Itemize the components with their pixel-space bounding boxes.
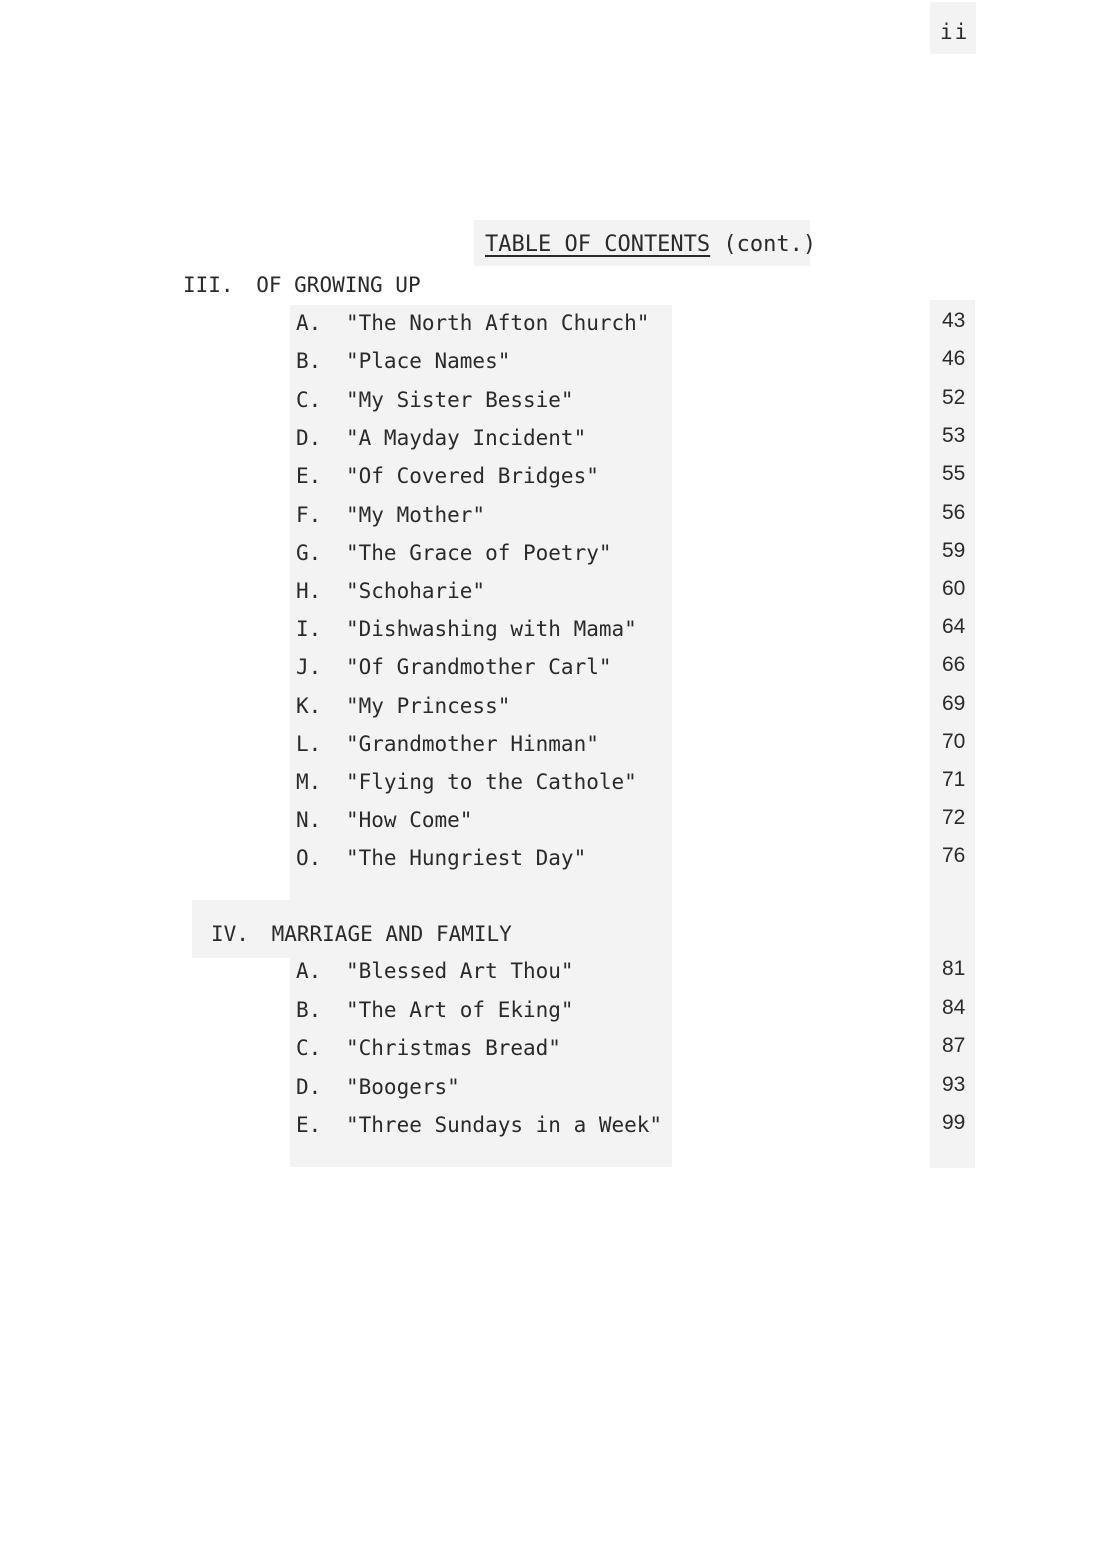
toc-entry[interactable]	[0, 1075, 1095, 1107]
entry-letter: E.	[296, 1113, 322, 1137]
toc-entry[interactable]	[0, 846, 1095, 878]
entry-title: "A Mayday Incident"	[346, 426, 587, 450]
entry-letter: D.	[296, 1075, 322, 1099]
entry-page: 72	[942, 806, 966, 829]
toc-title-suffix: (cont.)	[723, 232, 817, 257]
entry-page: 56	[942, 501, 966, 524]
toc-entry[interactable]	[0, 464, 1095, 496]
entry-letter: I.	[296, 617, 322, 641]
page-number: ii	[940, 20, 970, 44]
entry-letter: C.	[296, 1036, 322, 1060]
section-title: OF GROWING UP	[256, 273, 421, 297]
toc-entry[interactable]	[0, 503, 1095, 535]
entry-title: "Of Covered Bridges"	[346, 464, 599, 488]
toc-entry[interactable]	[0, 655, 1095, 687]
entry-letter: A.	[296, 311, 322, 335]
entry-page: 59	[942, 539, 966, 562]
entry-page: 46	[942, 347, 966, 370]
entry-title: "Boogers"	[346, 1075, 460, 1099]
entry-page: 52	[942, 386, 966, 409]
entry-page: 76	[942, 844, 966, 867]
toc-entry[interactable]	[0, 694, 1095, 726]
section-heading-iv	[211, 922, 512, 946]
toc-entry[interactable]	[0, 426, 1095, 458]
entry-letter: K.	[296, 694, 322, 718]
entry-page: 69	[942, 692, 966, 715]
entry-title: "How Come"	[346, 808, 473, 832]
section-title: MARRIAGE AND FAMILY	[271, 922, 512, 946]
toc-entry[interactable]	[0, 349, 1095, 381]
toc-entry[interactable]	[0, 388, 1095, 420]
entry-page: 43	[942, 309, 966, 332]
entry-title: "Of Grandmother Carl"	[346, 655, 612, 679]
entry-page: 81	[942, 957, 966, 980]
entry-title: "My Mother"	[346, 503, 486, 527]
toc-entry[interactable]	[0, 732, 1095, 764]
entry-letter: B.	[296, 349, 322, 373]
toc-title: TABLE OF CONTENTS	[485, 232, 711, 257]
entry-page: 84	[942, 996, 966, 1019]
section-numeral: IV.	[211, 922, 249, 946]
entry-letter: F.	[296, 503, 322, 527]
entry-page: 64	[942, 615, 966, 638]
toc-entry[interactable]	[0, 311, 1095, 343]
entry-title: "The Grace of Poetry"	[346, 541, 612, 565]
entry-title: "Grandmother Hinman"	[346, 732, 599, 756]
entry-page: 93	[942, 1073, 966, 1096]
toc-entry[interactable]	[0, 808, 1095, 840]
entry-title: "The North Afton Church"	[346, 311, 650, 335]
toc-entry[interactable]	[0, 541, 1095, 573]
toc-entry[interactable]	[0, 1036, 1095, 1068]
toc-entry[interactable]	[0, 770, 1095, 802]
entry-title: "Place Names"	[346, 349, 511, 373]
entry-letter: E.	[296, 464, 322, 488]
entry-title: "Blessed Art Thou"	[346, 959, 574, 983]
entry-letter: M.	[296, 770, 322, 794]
entry-title: "The Hungriest Day"	[346, 846, 587, 870]
entry-letter: L.	[296, 732, 322, 756]
toc-entry[interactable]	[0, 959, 1095, 991]
section-numeral: III.	[183, 273, 234, 297]
entry-title: "Dishwashing with Mama"	[346, 617, 637, 641]
entry-page: 70	[942, 730, 966, 753]
entry-title: "Flying to the Cathole"	[346, 770, 637, 794]
entry-title: "Christmas Bread"	[346, 1036, 561, 1060]
entry-title: "Schoharie"	[346, 579, 486, 603]
entry-letter: A.	[296, 959, 322, 983]
toc-entry[interactable]	[0, 998, 1095, 1030]
entry-letter: B.	[296, 998, 322, 1022]
entry-page: 55	[942, 462, 966, 485]
toc-entry[interactable]	[0, 1113, 1095, 1145]
entry-letter: O.	[296, 846, 322, 870]
entry-title: "Three Sundays in a Week"	[346, 1113, 663, 1137]
entry-title: "The Art of Eking"	[346, 998, 574, 1022]
entry-page: 66	[942, 653, 966, 676]
entry-title: "My Princess"	[346, 694, 511, 718]
page-title	[485, 232, 816, 257]
entry-letter: G.	[296, 541, 322, 565]
entry-letter: H.	[296, 579, 322, 603]
entry-page: 53	[942, 424, 966, 447]
entry-page: 60	[942, 577, 966, 600]
entry-letter: N.	[296, 808, 322, 832]
entry-letter: C.	[296, 388, 322, 412]
toc-entry[interactable]	[0, 579, 1095, 611]
entry-page: 99	[942, 1111, 966, 1134]
entry-page: 71	[942, 768, 966, 791]
entry-letter: J.	[296, 655, 322, 679]
toc-entry[interactable]	[0, 617, 1095, 649]
entry-letter: D.	[296, 426, 322, 450]
section-heading-iii	[183, 273, 421, 297]
entry-title: "My Sister Bessie"	[346, 388, 574, 412]
entry-page: 87	[942, 1034, 966, 1057]
